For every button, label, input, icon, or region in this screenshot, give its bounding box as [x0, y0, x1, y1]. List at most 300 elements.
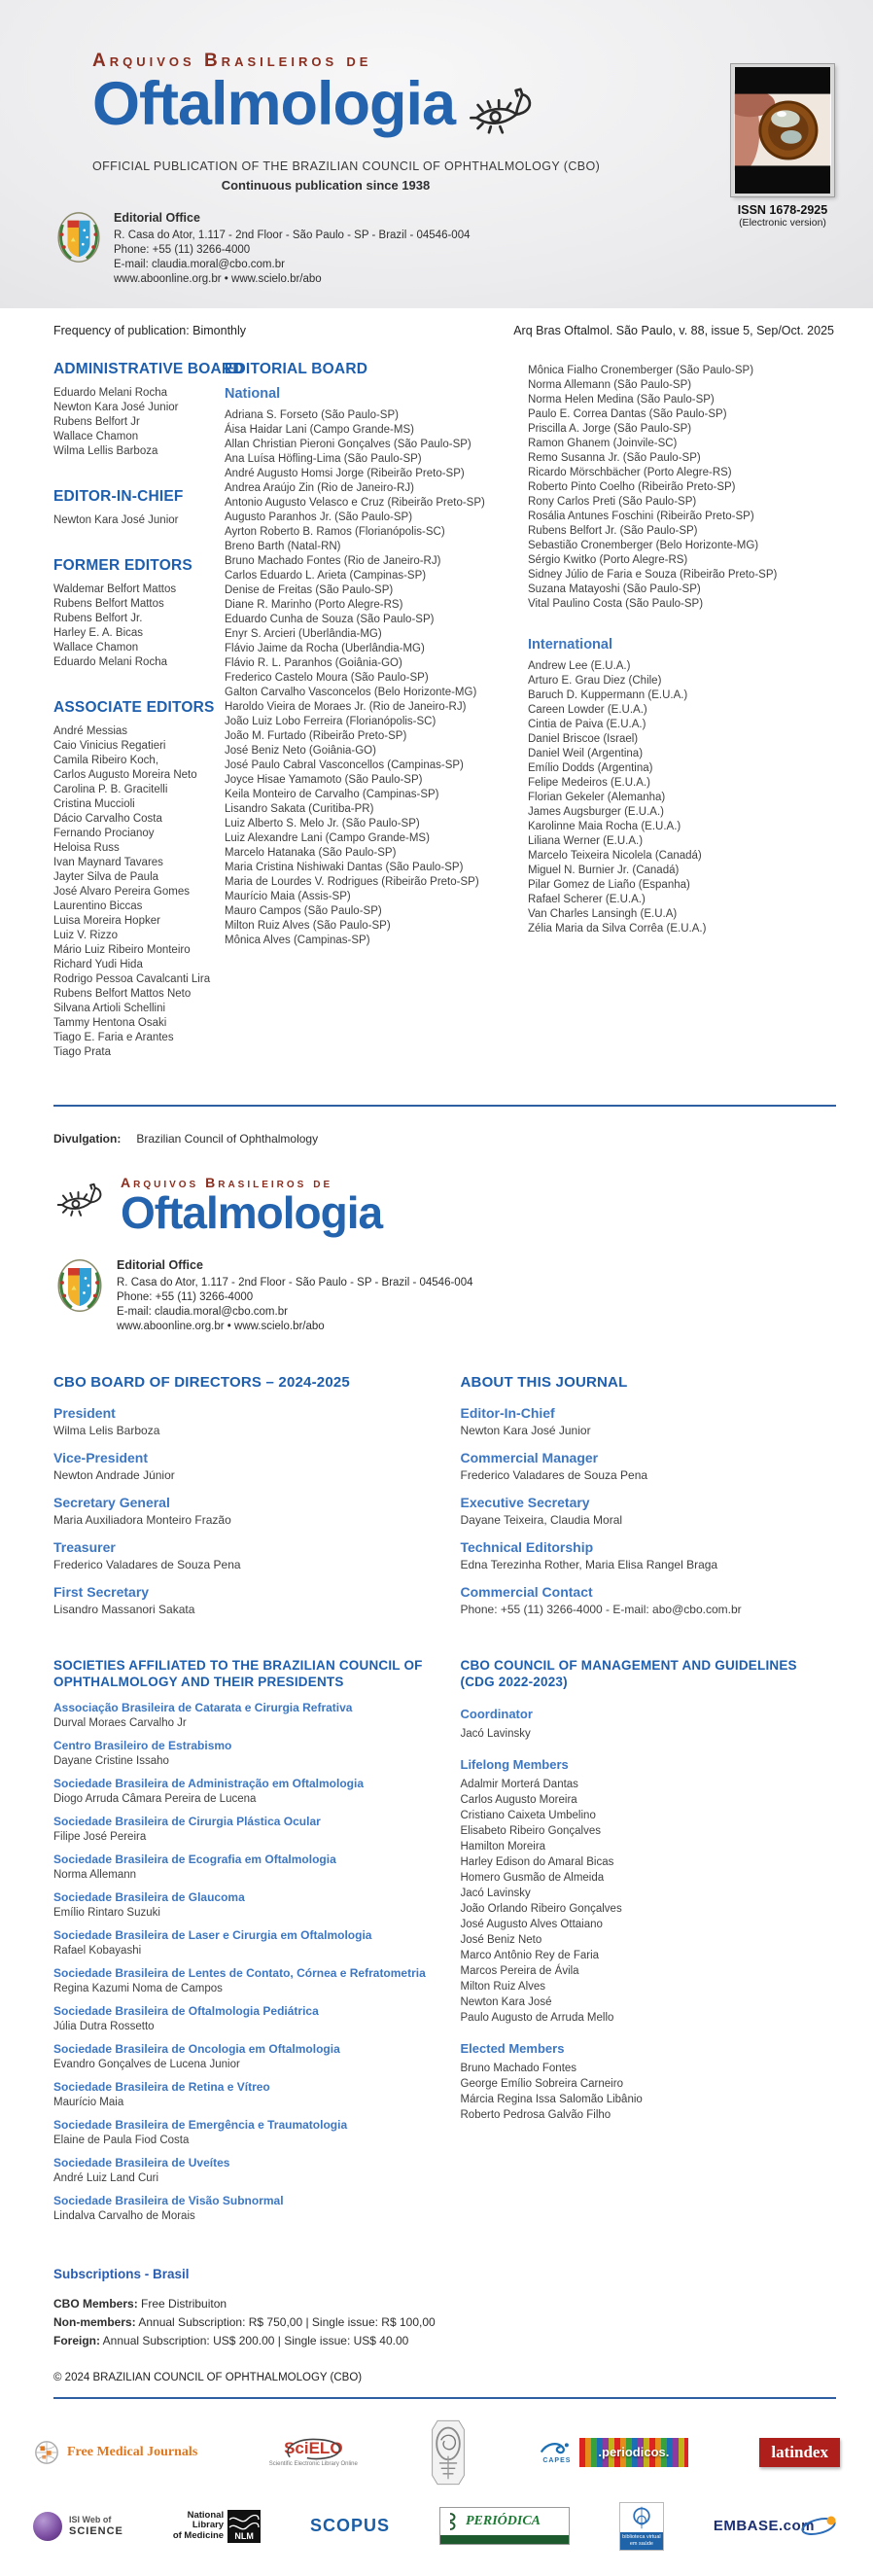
national-member-name: Augusto Paranhos Jr. (São Paulo-SP): [225, 512, 413, 524]
national-member-name: Maria de Lourdes V. Rodrigues (Ribeirão Preto-SP): [225, 876, 479, 889]
cdg-title: CBO COUNCIL OF MANAGEMENT AND GUIDELINES (CDG 2022-2023): [460, 1657, 797, 1690]
board-member-name: Rubens Belfort Mattos: [53, 598, 164, 611]
editorial-office-email[interactable]: E-mail: claudia.moral@cbo.com.br: [117, 1305, 288, 1318]
bvs-logo: [619, 2502, 664, 2551]
society-name: Associação Brasileira de Catarata e Cirurgia Refrativa: [53, 1700, 353, 1714]
bvs-mark-icon: [629, 2505, 654, 2530]
national-member-name: Luiz Alexandre Lani (Campo Grande-MS): [225, 832, 430, 845]
editorial-office-title: Editorial Office: [114, 211, 200, 225]
national-member-name: Ramon Ghanem (Joinvile-SC): [528, 438, 678, 450]
national-member-name: Maurício Maia (Assis-SP): [225, 891, 351, 903]
board-member-name: Luiz V. Rizzo: [53, 930, 119, 942]
society-president: Filipe José Pereira: [53, 1830, 147, 1843]
society-entry: [53, 1890, 428, 1919]
national-member-name: Ricardo Mörschbächer (Porto Alegre-RS): [528, 467, 732, 479]
divulgation-label: Divulgation:: [53, 1132, 122, 1147]
national-member-name: André Augusto Homsi Jorge (Ribeirão Preto-SP): [225, 468, 465, 480]
board-member-name: Fernando Procianoy: [53, 828, 155, 840]
editorial-office-address: R. Casa do Ator, 1.117 - 2nd Floor - São Paulo - SP - Brazil - 04546-004: [114, 229, 471, 241]
boards-left-column: [53, 361, 244, 1089]
periodicos-box: [579, 2438, 688, 2467]
national-member-name: Rubens Belfort Jr. (São Paulo-SP): [528, 525, 698, 538]
cdg-member-name: Marco Antônio Rey de Faria: [460, 1949, 600, 1961]
subscriptions-title: Subscriptions - Brasil: [53, 2266, 190, 2281]
embase-logo: [714, 2514, 840, 2539]
directors-about-section: [0, 1334, 873, 1616]
board-member-name: Tiago E. Faria e Arantes: [53, 1032, 174, 1044]
role-person: Newton Kara José Junior: [460, 1423, 591, 1437]
editorial-office-email[interactable]: E-mail: claudia.moral@cbo.com.br: [114, 258, 285, 270]
national-member-name: Sebastião Cronemberger (Belo Horizonte-MG): [528, 540, 759, 552]
national-member-name: Sérgio Kwitko (Porto Alegre-RS): [528, 554, 688, 567]
scielo-swoosh-icon: [274, 2437, 352, 2460]
society-entry: [53, 2042, 428, 2070]
board-member-name: Dácio Carvalho Costa: [53, 813, 162, 826]
national-member-name: Breno Barth (Natal-RN): [225, 541, 341, 553]
latindex-logo: [759, 2438, 840, 2467]
national-member-name: Suzana Matayoshi (São Paulo-SP): [528, 583, 701, 596]
periodicos-logo-text: .periodicos.: [598, 2445, 670, 2460]
national-member-name: Lisandro Sakata (Curitiba-PR): [225, 803, 374, 816]
board-member-name: Caio Vinicius Regatieri: [53, 740, 166, 753]
society-president: Dayane Cristine Issaho: [53, 1754, 169, 1767]
cbo-crest-icon: [56, 210, 101, 265]
role-person: Wilma Lelis Barboza: [53, 1423, 160, 1437]
cdg-member-name: Paulo Augusto de Arruda Mello: [460, 2011, 614, 2024]
nlm-box-icon: [227, 2510, 261, 2543]
nlm-logo: [173, 2510, 261, 2543]
board-member-name: Waldemar Belfort Mattos: [53, 583, 177, 596]
former-editors-title: FORMER EDITORS: [53, 557, 192, 575]
society-name: Sociedade Brasileira de Cirurgia Plástica Ocular: [53, 1814, 321, 1828]
national-member-name: Flávio R. L. Paranhos (Goiânia-GO): [225, 657, 402, 670]
national-member-name: Haroldo Vieira de Moraes Jr. (Rio de Janeiro-RJ): [225, 701, 467, 714]
society-name: Centro Brasileiro de Estrabismo: [53, 1738, 232, 1752]
role-person: Lisandro Massanori Sakata: [53, 1602, 195, 1616]
society-name: Sociedade Brasileira de Oftalmologia Pediátrica: [53, 2003, 319, 2018]
society-entry: [53, 1966, 428, 1994]
board-role-entry: [53, 1405, 428, 1437]
cdg-column: [461, 1657, 835, 2222]
national-member-name: Maria Cristina Nishiwaki Dantas (São Paulo-SP): [225, 862, 464, 874]
isi-web-of-science-logo: [33, 2512, 123, 2541]
periodica-logo-text: PERIÓDICA: [465, 2514, 541, 2529]
subscriptions-section: [0, 2222, 873, 2383]
cdg-member-name: Newton Kara José: [460, 1995, 552, 2008]
society-name: Sociedade Brasileira de Emergência e Traumatologia: [53, 2117, 348, 2132]
role-person: Frederico Valadares de Souza Pena: [460, 1467, 648, 1482]
board-member-name: Mário Luiz Ribeiro Monteiro: [53, 944, 191, 957]
editorial-office-websites[interactable]: www.aboonline.org.br • www.scielo.br/abo: [114, 273, 322, 286]
issn-panel: [731, 64, 834, 229]
cdg-member-name: Cristiano Caixeta Umbelino: [460, 1809, 596, 1821]
about-journal-title: ABOUT THIS JOURNAL: [460, 1374, 628, 1392]
international-member-name: Liliana Werner (E.U.A.): [528, 835, 644, 848]
role-title: Executive Secretary: [460, 1494, 590, 1510]
cdg-member-name: José Augusto Alves Ottaiano: [460, 1918, 603, 1930]
national-member-name: Mauro Campos (São Paulo-SP): [225, 905, 382, 918]
nlm-box-text: NLM: [234, 2530, 254, 2541]
board-member-name: Wallace Chamon: [53, 642, 139, 654]
issue-info-row: [0, 308, 873, 337]
board-member-name: Cristina Muccioli: [53, 798, 135, 811]
national-member-name: Luiz Alberto S. Melo Jr. (São Paulo-SP): [225, 818, 420, 830]
international-member-name: Karolinne Maia Rocha (E.U.A.): [528, 821, 681, 833]
national-member-name: Diane R. Marinho (Porto Alegre-RS): [225, 599, 403, 612]
board-member-name: Ivan Maynard Tavares: [53, 857, 163, 869]
nlm-text-line: National: [187, 2509, 225, 2521]
society-name: Sociedade Brasileira de Laser e Cirurgia em Oftalmologia: [53, 1927, 372, 1942]
board-member-name: Luisa Moreira Hopker: [53, 915, 160, 928]
international-member-name: Daniel Briscoe (Israel): [528, 733, 639, 746]
national-member-name: João M. Furtado (Ribeirão Preto-SP): [225, 730, 407, 743]
issn-number: ISSN 1678-2925: [737, 203, 828, 217]
subscription-label: CBO Members:: [53, 2296, 138, 2311]
cbo-crest-icon: [56, 1257, 103, 1314]
administrative-board-list: [53, 386, 225, 459]
society-name: Sociedade Brasileira de Oncologia em Oftalmologia: [53, 2041, 340, 2056]
national-member-name: Paulo E. Correa Dantas (São Paulo-SP): [528, 408, 727, 421]
editor-in-chief-list: [53, 513, 225, 528]
cdg-member-name: Roberto Pedrosa Galvão Filho: [460, 2108, 611, 2121]
editorial-office-phone: Phone: +55 (11) 3266-4000: [114, 243, 251, 256]
latindex-logo-text: latindex: [771, 2442, 828, 2461]
journal-series-title: Arquivos Brasileiros de: [92, 51, 372, 71]
international-member-name: Marcelo Teixeira Nicolela (Canadá): [528, 850, 702, 863]
national-member-name: Allan Christian Pieroni Gonçalves (São Paulo-SP): [225, 439, 471, 451]
society-entry: [53, 2194, 428, 2222]
national-subheading: National: [225, 386, 281, 403]
cbo-board-entries: [53, 1405, 428, 1616]
cdg-member-name: Elisabeto Ribeiro Gonçalves: [460, 1824, 601, 1837]
national-member-name: Marcelo Hatanaka (São Paulo-SP): [225, 847, 397, 860]
international-member-name: Andrew Lee (E.U.A.): [528, 660, 631, 673]
society-president: Diogo Arruda Câmara Pereira de Lucena: [53, 1792, 257, 1805]
eye-logo-icon: [56, 1182, 107, 1221]
editorial-office-websites[interactable]: www.aboonline.org.br • www.scielo.br/abo: [117, 1321, 325, 1333]
scielo-logo: [269, 2437, 358, 2467]
issn-note: (Electronic version): [739, 217, 826, 229]
national-member-name: Denise de Freitas (São Paulo-SP): [225, 584, 394, 597]
subscription-value: Annual Subscription: US$ 200.00 | Single issue: US$ 40.00: [102, 2333, 409, 2347]
board-member-name: Carlos Augusto Moreira Neto: [53, 769, 197, 782]
national-member-name: Áisa Haidar Lani (Campo Grande-MS): [225, 424, 414, 437]
subscription-value: Annual Subscription: R$ 750,00 | Single issue: R$ 100,00: [138, 2314, 436, 2329]
national-member-name: Roberto Pinto Coelho (Ribeirão Preto-SP): [528, 481, 736, 494]
cdg-lifelong-list: [461, 1777, 835, 2026]
cdg-member-name: José Beniz Neto: [460, 1933, 542, 1946]
society-name: Sociedade Brasileira de Ecografia em Oftalmologia: [53, 1852, 336, 1866]
national-member-name: Joyce Hisae Yamamoto (São Paulo-SP): [225, 774, 423, 787]
society-entry: [53, 2156, 428, 2184]
frequency-line: Frequency of publication: Bimonthly: [53, 324, 247, 338]
editorial-boards-section: [0, 337, 873, 1089]
bvs-logo-text: biblioteca virtual em saúde: [620, 2532, 663, 2550]
indexing-logos-footer: [0, 2399, 873, 2576]
role-person: Frederico Valadares de Souza Pena: [53, 1557, 241, 1571]
societies-column: [53, 1657, 428, 2222]
about-journal-column: [461, 1373, 835, 1616]
subscriptions-lines: [53, 2295, 873, 2350]
society-entry: [53, 1739, 428, 1767]
international-member-name: Rafael Scherer (E.U.A.): [528, 894, 646, 906]
international-member-name: Arturo E. Grau Diez (Chile): [528, 675, 662, 688]
role-title: First Secretary: [53, 1583, 150, 1600]
national-member-name: Eduardo Cunha de Souza (São Paulo-SP): [225, 614, 435, 626]
associate-editors-list: [53, 724, 225, 1060]
society-name: Sociedade Brasileira de Retina e Vítreo: [53, 2079, 270, 2094]
board-member-name: Tiago Prata: [53, 1046, 112, 1059]
national-member-name: Carlos Eduardo L. Arieta (Campinas-SP): [225, 570, 427, 582]
scopus-logo: SCOPUS: [310, 2516, 391, 2536]
society-president: Júlia Dutra Rossetto: [53, 2020, 155, 2032]
cdg-coordinator-name: Jacó Lavinsky: [460, 1727, 531, 1740]
society-entry: [53, 1815, 428, 1843]
national-member-name: Norma Allemann (São Paulo-SP): [528, 379, 692, 392]
society-entry: [53, 1701, 428, 1729]
role-title: Editor-In-Chief: [460, 1404, 555, 1421]
board-role-entry: [53, 1584, 428, 1616]
society-entry: [53, 2080, 428, 2108]
national-member-name: Rony Carlos Preti (São Paulo-SP): [528, 496, 697, 509]
board-member-name: Jayter Silva de Paula: [53, 871, 159, 884]
board-member-name: Harley E. A. Bicas: [53, 627, 144, 640]
official-publication-line: OFFICIAL PUBLICATION OF THE BRAZILIAN COUNCIL OF OPHTHALMOLOGY (CBO): [92, 159, 601, 173]
subscription-line: [53, 2332, 873, 2350]
national-list-col2: [528, 364, 836, 612]
capes-periodicos-logo: [540, 2438, 688, 2467]
cbo-board-title: CBO BOARD OF DIRECTORS – 2024-2025: [53, 1374, 350, 1392]
editorial-board-right-column: [528, 361, 836, 1089]
role-title: Vice-President: [53, 1449, 149, 1465]
national-member-name: Ana Luísa Höfling-Lima (São Paulo-SP): [225, 453, 422, 466]
role-title: Commercial Contact: [460, 1583, 593, 1600]
national-member-name: Vital Paulino Costa (São Paulo-SP): [528, 598, 704, 611]
national-member-name: Mônica Alves (Campinas-SP): [225, 935, 370, 947]
fmj-globe-icon: [33, 2439, 60, 2466]
subscription-value: Free Distribuiton: [141, 2296, 227, 2311]
citation-line: Arq Bras Oftalmol. São Paulo, v. 88, issue 5, Sep/Oct. 2025: [513, 324, 834, 338]
society-entry: [53, 1853, 428, 1881]
secondary-masthead: [0, 1146, 873, 1334]
editorial-office-phone: Phone: +55 (11) 3266-4000: [117, 1290, 254, 1303]
logo-row-2: [33, 2502, 840, 2551]
role-title: President: [53, 1404, 116, 1421]
national-member-name: Norma Helen Medina (São Paulo-SP): [528, 394, 715, 406]
society-name: Sociedade Brasileira de Visão Subnormal: [53, 2193, 284, 2207]
society-president: Elaine de Paula Fiod Costa: [53, 2134, 190, 2146]
international-member-name: Florian Gekeler (Alemanha): [528, 792, 666, 804]
about-role-entry: [461, 1405, 835, 1437]
embase-orbit-icon: [801, 2514, 840, 2539]
role-person: Phone: +55 (11) 3266-4000 - E-mail: abo@cbo.com.br: [460, 1602, 742, 1616]
board-member-name: Carolina P. B. Gracitelli: [53, 784, 168, 796]
international-member-name: Felipe Medeiros (E.U.A.): [528, 777, 650, 790]
engraved-seal-logo: [429, 2417, 468, 2488]
national-member-name: Bruno Machado Fontes (Rio de Janeiro-RJ): [225, 555, 441, 568]
nlm-text-line: Library: [192, 2520, 225, 2531]
national-member-name: Galton Carvalho Vasconcelos (Belo Horizonte-MG): [225, 687, 477, 699]
free-medical-journals-logo: [33, 2439, 197, 2466]
scielo-logo-text: SciELO: [284, 2439, 343, 2458]
copyright-line: © 2024 BRAZILIAN COUNCIL OF OPHTHALMOLOGY (CBO): [53, 2371, 363, 2383]
society-president: Norma Allemann: [53, 1868, 137, 1881]
subscription-label: Non-members:: [53, 2314, 136, 2329]
board-role-entry: [53, 1450, 428, 1482]
board-member-name: Rubens Belfort Jr.: [53, 613, 143, 625]
continuous-publication-line: Continuous publication since 1938: [221, 178, 431, 193]
cdg-member-name: Homero Gusmão de Almeida: [460, 1871, 605, 1884]
national-member-name: João Luiz Lobo Ferreira (Florianópolis-SC): [225, 716, 436, 728]
cdg-lifelong-label: Lifelong Members: [460, 1756, 569, 1772]
society-entry: [53, 2004, 428, 2032]
national-member-name: Frederico Castelo Moura (São Paulo-SP): [225, 672, 429, 685]
society-name: Sociedade Brasileira de Uveítes: [53, 2155, 230, 2170]
role-person: Dayane Teixeira, Claudia Moral: [460, 1512, 623, 1527]
board-member-name: Tammy Hentona Osaki: [53, 1017, 167, 1030]
associate-editors-title: ASSOCIATE EDITORS: [53, 699, 215, 717]
international-member-name: Pilar Gomez de Liaño (Espanha): [528, 879, 690, 892]
subscription-line: [53, 2295, 873, 2313]
societies-title: SOCIETIES AFFILIATED TO THE BRAZILIAN COUNCIL OF OPHTHALMOLOGY AND THEIR PRESIDENTS: [53, 1657, 423, 1690]
cdg-member-name: Jacó Lavinsky: [460, 1887, 531, 1899]
board-role-entry: [53, 1495, 428, 1527]
divulgation-value: Brazilian Council of Ophthalmology: [136, 1132, 319, 1147]
board-role-entry: [53, 1539, 428, 1571]
international-member-name: Miguel N. Burnier Jr. (Canadá): [528, 865, 680, 877]
international-member-name: Cintia de Paiva (E.U.A.): [528, 719, 646, 731]
national-member-name: Ayrton Roberto B. Ramos (Florianópolis-SC): [225, 526, 445, 539]
cdg-member-name: Hamilton Moreira: [460, 1840, 546, 1853]
international-subheading: International: [528, 637, 613, 653]
society-president: Rafael Kobayashi: [53, 1944, 142, 1957]
cdg-member-name: Harley Edison do Amaral Bicas: [460, 1855, 614, 1868]
journal-title: Oftalmologia: [121, 1187, 383, 1239]
international-member-name: Emílio Dodds (Argentina): [528, 762, 653, 775]
scielo-caption: Scientific Electronic Library Online: [268, 2461, 358, 2468]
divulgation-line: [0, 1107, 873, 1146]
board-member-name: Eduardo Melani Rocha: [53, 656, 167, 669]
periodica-strip: [440, 2535, 569, 2544]
society-president: Regina Kazumi Noma de Campos: [53, 1982, 223, 1994]
society-entry: [53, 1928, 428, 1957]
national-member-name: Enyr S. Arcieri (Uberlândia-MG): [225, 628, 382, 641]
society-president: André Luiz Land Curi: [53, 2171, 159, 2184]
board-member-name: Heloisa Russ: [53, 842, 120, 855]
board-member-name: Wilma Lellis Barboza: [53, 445, 158, 458]
role-title: Commercial Manager: [460, 1449, 599, 1465]
society-entry: [53, 1777, 428, 1805]
national-member-name: Sidney Júlio de Faria e Souza (Ribeirão Preto-SP): [528, 569, 778, 582]
society-name: Sociedade Brasileira de Lentes de Contato, Córnea e Refratometria: [53, 1965, 426, 1980]
cdg-member-name: Adalmir Morterá Dantas: [460, 1778, 578, 1790]
society-name: Sociedade Brasileira de Glaucoma: [53, 1889, 245, 1904]
board-member-name: Laurentino Biccas: [53, 900, 143, 913]
role-person: Maria Auxiliadora Monteiro Frazão: [53, 1512, 231, 1527]
cbo-board-column: [53, 1373, 428, 1616]
cdg-member-name: João Orlando Ribeiro Gonçalves: [460, 1902, 622, 1915]
society-name: Sociedade Brasileira de Administração em Oftalmologia: [53, 1776, 364, 1790]
capes-mark-icon: [540, 2440, 575, 2457]
society-president: Maurício Maia: [53, 2096, 124, 2108]
national-member-name: José Beniz Neto (Goiânia-GO): [225, 745, 376, 758]
cdg-member-name: Bruno Machado Fontes: [460, 2062, 577, 2074]
nlm-text-line: of Medicine: [172, 2530, 225, 2542]
cdg-elected-list: [461, 2061, 835, 2123]
editorial-office-address: R. Casa do Ator, 1.117 - 2nd Floor - São Paulo - SP - Brazil - 04546-004: [117, 1276, 473, 1288]
society-president: Lindalva Carvalho de Morais: [53, 2209, 195, 2222]
cdg-member-name: Milton Ruiz Alves: [460, 1980, 546, 1993]
periodica-mark-icon: [447, 2512, 461, 2531]
cdg-coordinator-label: Coordinator: [460, 1706, 533, 1721]
international-member-name: Zélia Maria da Silva Corrêa (E.U.A.): [528, 923, 707, 935]
board-member-name: Newton Kara José Junior: [53, 402, 179, 414]
national-member-name: José Paulo Cabral Vasconcellos (Campinas-SP): [225, 759, 464, 772]
board-member-name: Rodrigo Pessoa Cavalcanti Lira: [53, 973, 211, 986]
about-role-entry: [461, 1584, 835, 1616]
international-list: [528, 659, 836, 936]
board-member-name: Camila Ribeiro Koch,: [53, 755, 159, 767]
society-president: Durval Moraes Carvalho Jr: [53, 1716, 187, 1729]
national-member-name: Adriana S. Forseto (São Paulo-SP): [225, 409, 399, 422]
society-entry: [53, 2118, 428, 2146]
former-editors-list: [53, 582, 225, 670]
role-title: Technical Editorship: [460, 1538, 594, 1555]
national-member-name: Remo Susanna Jr. (São Paulo-SP): [528, 452, 701, 465]
periodica-logo: [439, 2507, 570, 2545]
cdg-member-name: Carlos Augusto Moreira: [460, 1793, 577, 1806]
cdg-member-name: Marcos Pereira de Ávila: [460, 1964, 579, 1977]
journal-series-title: Arquivos Brasileiros de: [121, 1175, 333, 1191]
editorial-board-national-column: [225, 361, 528, 1089]
administrative-board-title: ADMINISTRATIVE BOARD: [53, 361, 244, 378]
international-member-name: James Augsburger (E.U.A.): [528, 806, 664, 819]
embase-logo-text: EMBASE.com: [713, 2518, 815, 2535]
isi-globe-icon: [33, 2512, 62, 2541]
national-member-name: Antonio Augusto Velasco e Cruz (Ribeirão Preto-SP): [225, 497, 485, 510]
national-member-name: Keila Monteiro de Carvalho (Campinas-SP): [225, 789, 439, 801]
masthead-header: [0, 0, 873, 308]
about-role-entry: [461, 1450, 835, 1482]
board-member-name: Rubens Belfort Jr: [53, 416, 140, 429]
logo-row-1: [33, 2417, 840, 2488]
board-member-name: José Alvaro Pereira Gomes: [53, 886, 190, 899]
editor-in-chief-title: EDITOR-IN-CHIEF: [53, 488, 184, 506]
board-member-name: Silvana Artioli Schellini: [53, 1003, 166, 1015]
society-president: Evandro Gonçalves de Lucena Junior: [53, 2058, 240, 2070]
role-title: Secretary General: [53, 1494, 170, 1510]
national-member-name: Priscilla A. Jorge (São Paulo-SP): [528, 423, 692, 436]
societies-cdg-section: [0, 1616, 873, 2222]
board-member-name: Newton Kara José Junior: [53, 514, 179, 527]
about-journal-entries: [461, 1405, 835, 1616]
board-member-name: Richard Yudi Hida: [53, 959, 143, 971]
board-member-name: André Messias: [53, 725, 128, 738]
journal-title: Oftalmologia: [92, 70, 456, 138]
cover-eye-photo: [731, 64, 834, 196]
about-role-entry: [461, 1539, 835, 1571]
board-member-name: Rubens Belfort Mattos Neto: [53, 988, 192, 1001]
national-list-col1: [225, 408, 520, 948]
subscription-label: Foreign:: [53, 2333, 100, 2347]
national-member-name: Milton Ruiz Alves (São Paulo-SP): [225, 920, 391, 933]
editorial-board-title: EDITORIAL BOARD: [225, 361, 368, 378]
role-title: Treasurer: [53, 1538, 116, 1555]
subscription-line: [53, 2313, 873, 2332]
national-member-name: Flávio Jaime da Rocha (Uberlândia-MG): [225, 643, 425, 655]
cdg-member-name: George Emílio Sobreira Carneiro: [460, 2077, 623, 2090]
board-member-name: Eduardo Melani Rocha: [53, 387, 167, 400]
